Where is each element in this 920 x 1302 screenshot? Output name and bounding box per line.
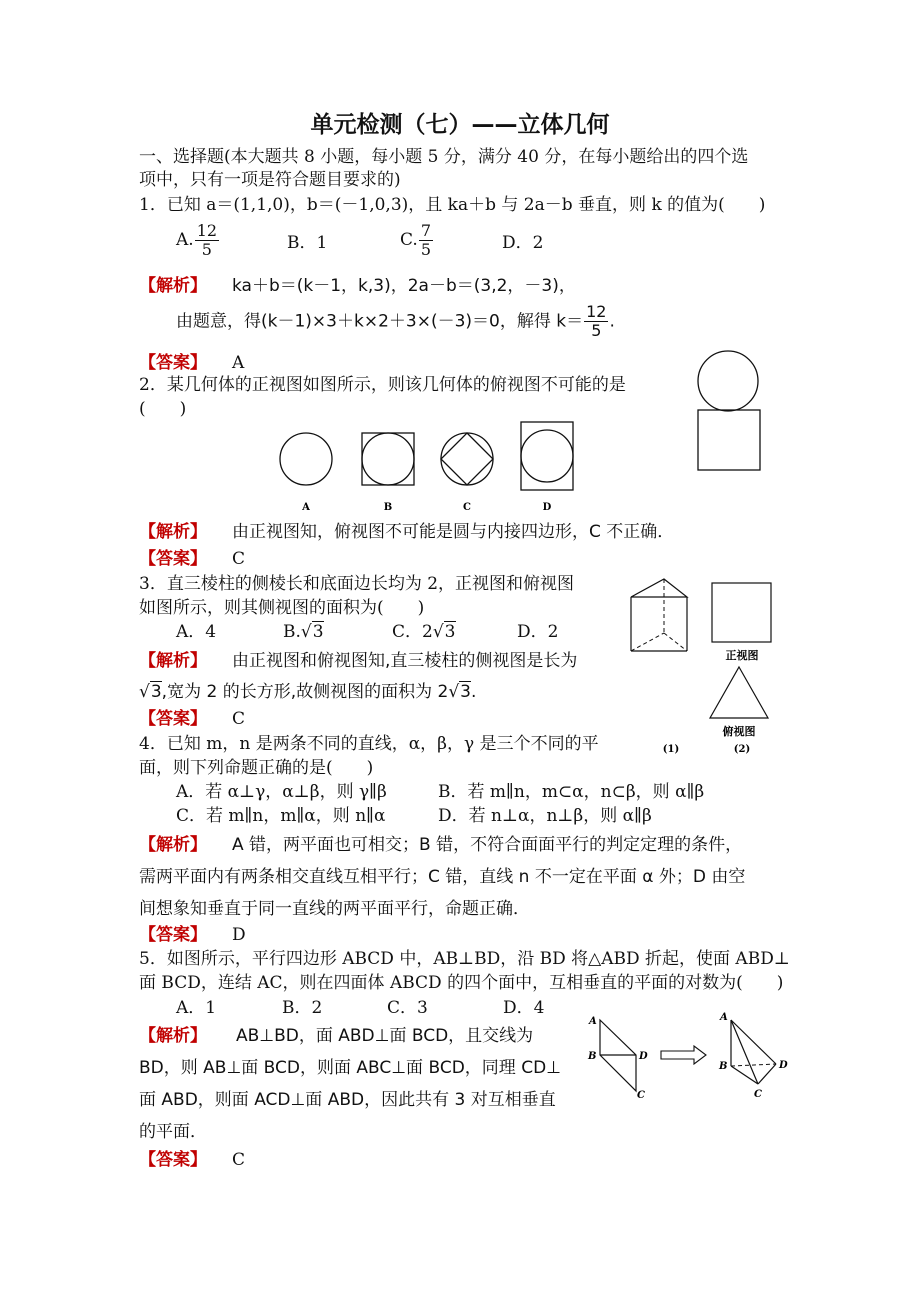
q3-option-c: C．2√3: [392, 622, 456, 642]
q1-analysis-line2: 由题意，得(k－1)×3＋k×2＋3×(－3)＝0，解得 k＝ $\frac{12}{5}$ .: [176, 302, 615, 340]
q3-answer-tag: 【答案】: [139, 709, 207, 729]
q1-analysis-line1: ka＋b＝(k－1，k,3)，2a－b＝(3,2，－3)，: [232, 276, 576, 296]
q4-analysis-line2: 需两平面内有两条相交直线互相平行；C 错，直线 n 不一定在平面 α 外；D 由空: [139, 867, 746, 887]
q5-analysis-line3: 面 ABD，则面 ACD⊥面 ABD，因此共有 3 对互相垂直: [139, 1090, 556, 1110]
q1-option-d: D．2: [502, 233, 544, 253]
q5-option-c: C．3: [387, 998, 428, 1018]
q3-option-a: A．4: [176, 622, 217, 642]
q2-label-b: B: [383, 502, 393, 513]
q5-edge-cd: [758, 1064, 776, 1084]
q3-option-d: D．2: [517, 622, 559, 642]
section-header-line2: 项中，只有一项是符合题目要求的): [139, 170, 401, 190]
q1-option-b: B．1: [287, 233, 328, 253]
q3-front-view-label: 正视图: [725, 649, 759, 662]
q3-top-view-label: 俯视图: [722, 725, 756, 738]
q5-fig1-label-d: D: [639, 1051, 648, 1062]
q1-option-c-fraction: $\frac{7}{5}$: [420, 221, 431, 259]
q2-stem-line2: ( ): [139, 399, 187, 419]
q2-analysis: 由正视图知，俯视图不可能是圆与内接四边形，C 不正确．: [232, 522, 675, 542]
q2-stem-line1: 2．某几何体的正视图如图所示，则该几何体的俯视图不可能的是: [139, 375, 626, 395]
q3-analysis-line2: √3,宽为 2 的长方形,故侧视图的面积为 2√3.: [139, 682, 477, 702]
section-header-line1: 一、选择题(本大题共 8 小题，每小题 5 分，满分 40 分，在每小题给出的四个选: [139, 147, 749, 167]
q5-fig1-label-b: B: [588, 1051, 597, 1062]
q4-answer: D: [232, 925, 246, 945]
q5-stem-line1: 5．如图所示，平行四边形 ABCD 中，AB⊥BD，沿 BD 将△ABD 折起，使面 ABD⊥: [139, 949, 790, 969]
q4-option-c: C．若 m∥n，m∥α，则 n∥α: [176, 806, 386, 826]
q3-figure-number-1: (1): [662, 744, 680, 755]
q5-option-a: A．1: [176, 998, 217, 1018]
q5-edge-bd-hidden: [731, 1064, 776, 1066]
q3-figure-number-2: (2): [733, 744, 751, 755]
q5-answer: C: [232, 1150, 246, 1170]
q3-analysis-line1: 由正视图和俯视图知,直三棱柱的侧视图是长为: [232, 651, 578, 671]
q1-option-a-fraction: $\frac{12}{5}$: [196, 221, 218, 259]
q5-option-b: B．2: [282, 998, 323, 1018]
q4-stem-line2: 面，则下列命题正确的是( ): [139, 758, 374, 778]
q2-label-d: D: [542, 502, 552, 513]
page-title: 单元检测（七）——立体几何: [310, 112, 610, 138]
q4-answer-tag: 【答案】: [139, 925, 207, 945]
q1-answer-tag: 【答案】: [139, 353, 207, 373]
q1-analysis-tag: 【解析】: [139, 276, 207, 296]
q5-analysis-tag: 【解析】: [139, 1026, 207, 1046]
q4-analysis-line3: 间想象知垂直于同一直线的两平面平行，命题正确．: [139, 899, 530, 919]
q4-analysis-line1: A 错，两平面也可相交；B 错，不符合面面平行的判定定理的条件，: [232, 835, 743, 855]
q1-option-c: C. $\frac{7}{5}$: [400, 221, 431, 259]
q5-fig1-label-a: A: [589, 1016, 597, 1027]
q4-option-a: A．若 α⊥γ，α⊥β，则 γ∥β: [176, 782, 387, 802]
q5-analysis-line1: AB⊥BD，面 ABD⊥面 BCD，且交线为: [236, 1026, 534, 1046]
q5-fig1-label-c: C: [637, 1090, 645, 1101]
q5-analysis-line2: BD，则 AB⊥面 BCD，则面 ABC⊥面 BCD，同理 CD⊥: [139, 1058, 561, 1078]
q5-option-d: D．4: [503, 998, 545, 1018]
q5-analysis-line4: 的平面．: [139, 1122, 207, 1142]
q4-option-b: B．若 m∥n，m⊂α，n⊂β，则 α∥β: [438, 782, 705, 802]
q3-stem-line2: 如图所示，则其侧视图的面积为( ): [139, 598, 425, 618]
q2-label-a: A: [302, 502, 310, 513]
q5-fig2-label-c: C: [754, 1089, 762, 1100]
q4-stem-line1: 4．已知 m，n 是两条不同的直线，α，β，γ 是三个不同的平: [139, 734, 599, 754]
q2-answer-tag: 【答案】: [139, 549, 207, 569]
q2-label-c: C: [463, 502, 471, 513]
q3-answer: C: [232, 709, 246, 729]
q5-edge-ad: [731, 1020, 776, 1064]
q5-fig2-label-b: B: [719, 1061, 728, 1072]
q4-analysis-tag: 【解析】: [139, 835, 207, 855]
q5-fig2-label-d: D: [779, 1060, 788, 1071]
q1-stem: 1．已知 a＝(1,1,0)，b＝(－1,0,3)，且 ka＋b 与 2a－b 垂直，则 k 的值为( ): [139, 195, 766, 215]
q1-option-a: A. $\frac{12}{5}$: [176, 221, 218, 259]
q1-analysis-fraction: $\frac{12}{5}$: [586, 302, 607, 340]
q5-answer-tag: 【答案】: [139, 1150, 207, 1170]
q1-answer: A: [232, 353, 245, 373]
q3-stem-line1: 3．直三棱柱的侧棱长和底面边长均为 2，正视图和俯视图: [139, 574, 575, 594]
q3-analysis-tag: 【解析】: [139, 651, 207, 671]
q4-option-d: D．若 n⊥α，n⊥β，则 α∥β: [438, 806, 652, 826]
q5-fig2-label-a: A: [720, 1012, 728, 1023]
q2-analysis-tag: 【解析】: [139, 522, 207, 542]
q5-stem-line2: 面 BCD，连结 AC，则在四面体 ABCD 的四个面中，互相垂直的平面的对数为( ): [139, 973, 784, 993]
q2-answer: C: [232, 549, 246, 569]
q3-option-b: B.√3: [283, 622, 324, 642]
q5-fold-arrow: [661, 1046, 706, 1064]
